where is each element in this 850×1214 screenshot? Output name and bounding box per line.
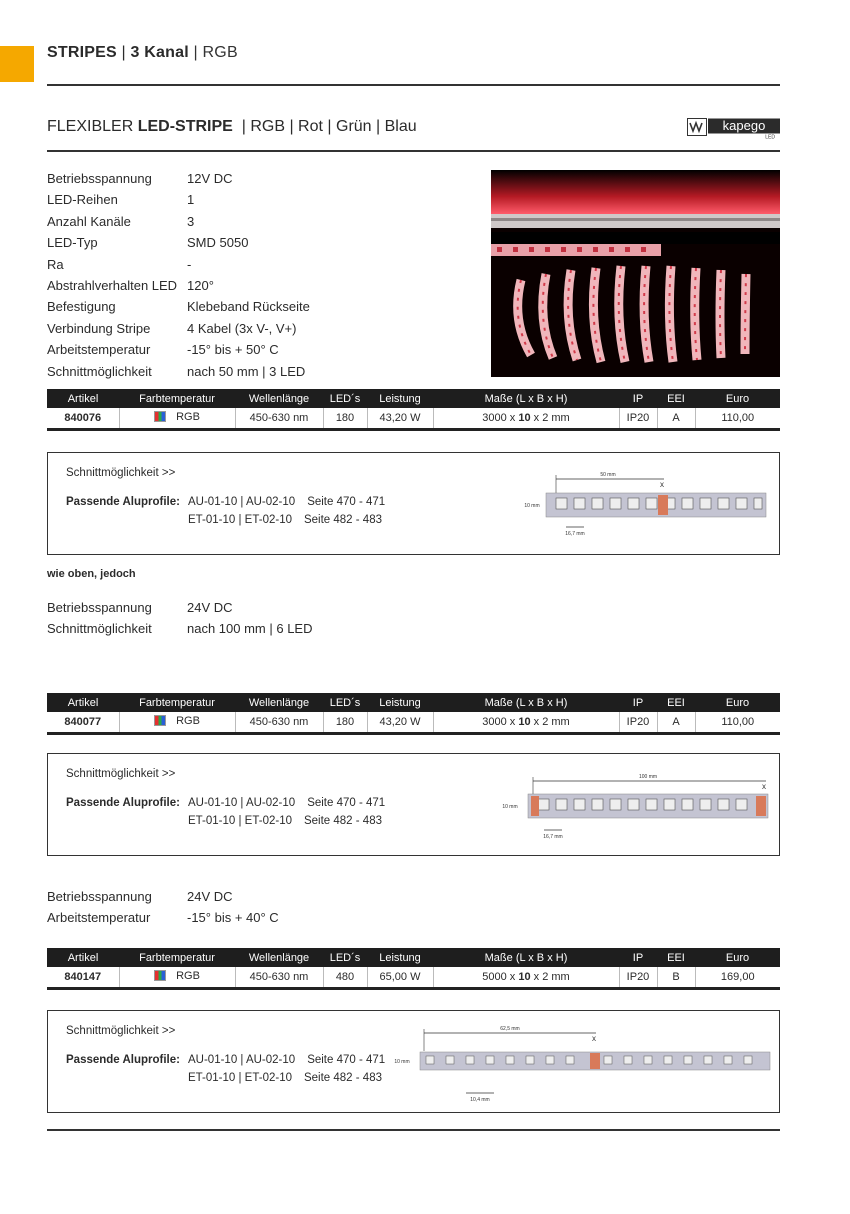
- text-label: Schnittmöglichkeit: [47, 621, 152, 637]
- text-label: ET-01-10 | ET-02-10: [188, 815, 292, 827]
- column-header: Leistung: [367, 948, 433, 967]
- rgb-icon: [154, 715, 166, 726]
- text-label: -: [187, 256, 192, 272]
- table-cell: 450-630 nm: [235, 408, 323, 429]
- text-label: 24V DC: [187, 889, 233, 904]
- strip-diagram-2: [498, 768, 773, 848]
- cut-info-box-1: [47, 452, 780, 555]
- text-label: 4 Kabel (3x V-, V+): [187, 320, 297, 336]
- svg-text:62,5 mm: 62,5 mm: [500, 1026, 520, 1032]
- specs-list-1: [47, 168, 310, 382]
- spec-row: [47, 597, 313, 618]
- text-label: nach 100 mm | 6 LED: [187, 621, 313, 637]
- text-label: Passende Aluprofile:: [66, 1054, 180, 1066]
- table-cell: 43,20 W: [367, 712, 433, 733]
- text-label: 120°: [187, 278, 214, 294]
- spec-row: [47, 168, 310, 189]
- table-cell: 110,00: [695, 408, 780, 429]
- text-label: Klebeband Rückseite: [187, 299, 310, 315]
- specs-list-3: [47, 886, 279, 929]
- table-cell: 180: [323, 408, 367, 429]
- table-cell: 65,00 W: [367, 967, 433, 988]
- table-cell: IP20: [619, 408, 657, 429]
- spec-row: [47, 189, 310, 210]
- svg-text:50 mm: 50 mm: [600, 472, 616, 478]
- svg-text:10 mm: 10 mm: [394, 1059, 410, 1065]
- text-label: Seite 470 - 471: [307, 1054, 386, 1066]
- table-cell: RGB: [119, 712, 235, 733]
- svg-text:100 mm: 100 mm: [638, 774, 658, 780]
- text-label: -15° bis + 40° C: [187, 910, 279, 926]
- text-label: LED-Typ: [47, 235, 98, 251]
- footer-rule: [47, 1129, 780, 1131]
- alu-profiles: [66, 493, 385, 529]
- text-label: | RGB | Rot | Grün | Blau: [241, 118, 417, 135]
- table-cell: A: [657, 712, 695, 733]
- svg-text:16,7 mm: 16,7 mm: [543, 834, 563, 840]
- column-header: Wellenlänge: [235, 693, 323, 712]
- svg-text:x: x: [660, 480, 664, 489]
- svg-text:x: x: [592, 1034, 596, 1043]
- text-label: 3: [187, 213, 195, 229]
- table-cell: 180: [323, 712, 367, 733]
- column-header: Farbtemperatur: [119, 693, 235, 712]
- note-same-as-above: wie oben, jedoch: [47, 568, 136, 580]
- spec-row: [47, 339, 310, 360]
- cut-label: Schnittmöglichkeit >>: [66, 1025, 176, 1037]
- cut-info-box-3: [47, 1010, 780, 1113]
- text-label: Passende Aluprofile:: [66, 797, 180, 809]
- text-label: Passende Aluprofile:: [66, 496, 180, 508]
- kapego-logo: [687, 117, 781, 139]
- spec-row: [47, 318, 310, 339]
- article-table-3: [47, 948, 780, 990]
- table-cell: 110,00: [695, 712, 780, 733]
- table-row: [47, 712, 780, 733]
- column-header: Euro: [695, 948, 780, 967]
- text-label: Betriebsspannung: [47, 889, 152, 904]
- column-header: Euro: [695, 389, 780, 408]
- svg-text:x: x: [762, 782, 766, 791]
- text-label: LED-Reihen: [47, 192, 118, 208]
- column-header: Artikel: [47, 948, 119, 967]
- text-label: AU-01-10 | AU-02-10: [188, 496, 296, 508]
- table-row: [47, 408, 780, 429]
- column-header: EEI: [657, 948, 695, 967]
- table-row: [47, 967, 780, 988]
- text-label: Abstrahlverhalten LED: [47, 278, 178, 294]
- column-header: Farbtemperatur: [119, 948, 235, 967]
- column-header: Wellenlänge: [235, 948, 323, 967]
- text-label: Betriebsspannung: [47, 600, 152, 615]
- rgb-icon: [154, 970, 166, 981]
- page-header: [47, 44, 238, 62]
- spec-row: [47, 886, 279, 907]
- text-label: SMD 5050: [187, 235, 249, 251]
- cut-label: Schnittmöglichkeit >>: [66, 467, 176, 479]
- table-cell: IP20: [619, 967, 657, 988]
- column-header: Maße (L x B x H): [433, 389, 619, 408]
- spec-row: [47, 211, 310, 232]
- column-header: EEI: [657, 389, 695, 408]
- text-label: 1: [187, 192, 195, 208]
- table-cell: A: [657, 408, 695, 429]
- svg-text:10,4 mm: 10,4 mm: [470, 1097, 490, 1103]
- table-cell: 840076: [47, 408, 119, 429]
- spec-row: [47, 254, 310, 275]
- svg-text:kapego: kapego: [722, 118, 766, 133]
- table-cell: 3000 x 10 x 2 mm: [433, 712, 619, 733]
- text-label: Seite 482 - 483: [303, 514, 382, 526]
- column-header: Leistung: [367, 693, 433, 712]
- spec-row: [47, 275, 310, 296]
- column-header: LED´s: [323, 948, 367, 967]
- spec-row: [47, 907, 279, 928]
- table-cell: B: [657, 967, 695, 988]
- title-rule: [47, 150, 780, 152]
- strip-diagram-1: [508, 465, 773, 545]
- text-label: ET-01-10 | ET-02-10: [188, 1072, 292, 1084]
- strip-diagram-3: [390, 1023, 775, 1109]
- alu-profiles: [66, 794, 385, 830]
- column-header: Leistung: [367, 389, 433, 408]
- table-cell: RGB: [119, 967, 235, 988]
- text-label: AU-01-10 | AU-02-10: [188, 1054, 296, 1066]
- column-header: Euro: [695, 693, 780, 712]
- spec-row: [47, 361, 310, 382]
- text-label: FLEXIBLER: [47, 118, 134, 135]
- table-cell: RGB: [119, 408, 235, 429]
- text-label: ET-01-10 | ET-02-10: [188, 514, 292, 526]
- text-label: Verbindung Stripe: [47, 320, 151, 336]
- svg-text:LED: LED: [765, 134, 775, 139]
- column-header: IP: [619, 389, 657, 408]
- column-header: IP: [619, 948, 657, 967]
- spec-row: [47, 618, 313, 639]
- cut-info-box-2: [47, 753, 780, 856]
- text-label: Ra: [47, 256, 64, 272]
- table-cell: 840077: [47, 712, 119, 733]
- column-header: LED´s: [323, 389, 367, 408]
- column-header: Wellenlänge: [235, 389, 323, 408]
- table-cell: 480: [323, 967, 367, 988]
- header-channels: 3 Kanal: [130, 44, 189, 61]
- svg-text:10 mm: 10 mm: [502, 804, 518, 810]
- column-header: Maße (L x B x H): [433, 948, 619, 967]
- text-label: -15° bis + 50° C: [187, 342, 279, 358]
- text-label: Seite 482 - 483: [303, 815, 382, 827]
- text-label: Anzahl Kanäle: [47, 213, 131, 229]
- text-label: |: [121, 44, 131, 61]
- table-cell: 43,20 W: [367, 408, 433, 429]
- text-label: Schnittmöglichkeit: [47, 363, 152, 379]
- table-cell: 450-630 nm: [235, 712, 323, 733]
- specs-list-2: [47, 597, 313, 640]
- article-table-1: [47, 389, 780, 431]
- table-cell: IP20: [619, 712, 657, 733]
- text-label: Arbeitstemperatur: [47, 342, 151, 358]
- header-rule: [47, 84, 780, 86]
- section-title: [47, 118, 417, 136]
- text-label: 24V DC: [187, 600, 233, 615]
- column-header: Maße (L x B x H): [433, 693, 619, 712]
- header-color-mode: RGB: [202, 44, 238, 61]
- text-label: Seite 482 - 483: [303, 1072, 382, 1084]
- table-cell: 3000 x 10 x 2 mm: [433, 408, 619, 429]
- alu-profiles: [66, 1051, 385, 1087]
- column-header: Farbtemperatur: [119, 389, 235, 408]
- column-header: IP: [619, 693, 657, 712]
- text-label: nach 50 mm | 3 LED: [187, 363, 306, 379]
- text-label: Seite 470 - 471: [307, 496, 386, 508]
- article-table-2: [47, 693, 780, 735]
- rgb-icon: [154, 411, 166, 422]
- product-photo: [491, 170, 780, 377]
- table-cell: 450-630 nm: [235, 967, 323, 988]
- text-label: Befestigung: [47, 299, 116, 315]
- text-label: Seite 470 - 471: [307, 797, 386, 809]
- text-label: 12V DC: [187, 171, 233, 186]
- section-tab: [0, 46, 34, 82]
- text-label: |: [193, 44, 203, 61]
- table-cell: 5000 x 10 x 2 mm: [433, 967, 619, 988]
- text-label: Arbeitstemperatur: [47, 910, 151, 926]
- svg-text:16,7 mm: 16,7 mm: [565, 531, 585, 537]
- spec-row: [47, 296, 310, 317]
- text-label: AU-01-10 | AU-02-10: [188, 797, 296, 809]
- column-header: Artikel: [47, 693, 119, 712]
- column-header: EEI: [657, 693, 695, 712]
- column-header: LED´s: [323, 693, 367, 712]
- header-category: STRIPES: [47, 44, 117, 61]
- table-cell: 840147: [47, 967, 119, 988]
- cut-label: Schnittmöglichkeit >>: [66, 768, 176, 780]
- spec-row: [47, 232, 310, 253]
- svg-text:10 mm: 10 mm: [524, 503, 540, 509]
- text-label: Betriebsspannung: [47, 171, 152, 186]
- text-label: LED-STRIPE: [137, 118, 233, 135]
- column-header: Artikel: [47, 389, 119, 408]
- table-cell: 169,00: [695, 967, 780, 988]
